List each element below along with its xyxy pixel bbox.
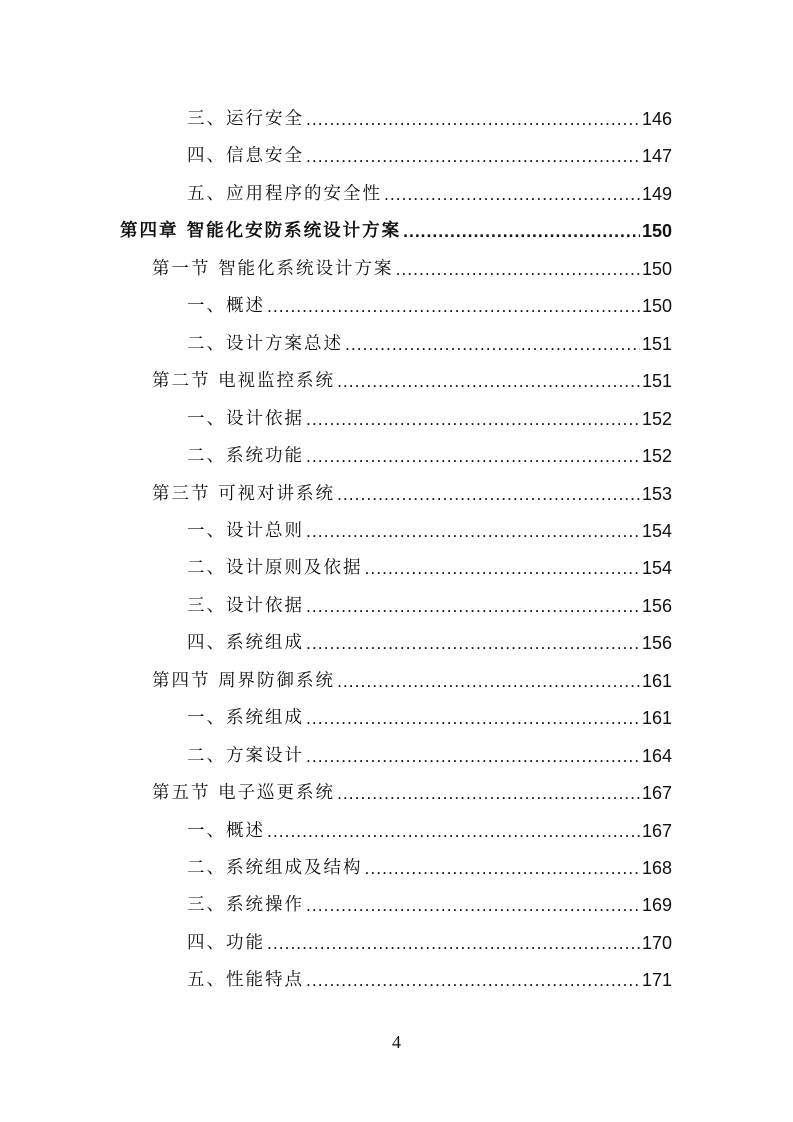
toc-entry-title: 四、功能 xyxy=(187,932,265,953)
toc-entry-title: 二、系统功能 xyxy=(187,446,304,467)
toc-entry-title: 四、系统组成 xyxy=(187,633,304,654)
toc-subsection-entry[interactable] xyxy=(187,292,672,320)
toc-entry-page: 153 xyxy=(641,483,672,504)
toc-chapter-entry[interactable] xyxy=(120,217,672,245)
toc-subsection-entry[interactable] xyxy=(187,405,672,433)
toc-section-entry[interactable] xyxy=(152,667,672,695)
toc-subsection-entry[interactable] xyxy=(187,854,672,882)
dot-leader xyxy=(306,742,640,770)
toc-entry-title: 第四章 智能化安防系统设计方案 xyxy=(120,221,402,242)
toc-subsection-entry[interactable] xyxy=(187,966,672,994)
toc-entry-title: 第二节 电视监控系统 xyxy=(152,371,336,392)
toc-subsection-entry[interactable] xyxy=(187,929,672,957)
dot-leader xyxy=(337,667,640,695)
dot-leader xyxy=(337,779,640,807)
toc-subsection-entry[interactable] xyxy=(187,330,672,358)
toc-subsection-entry[interactable] xyxy=(187,180,672,208)
toc-entry-page: 152 xyxy=(641,408,672,429)
toc-subsection-entry[interactable] xyxy=(187,142,672,170)
toc-entry-title: 三、运行安全 xyxy=(187,109,304,129)
toc-entry-title: 第五节 电子巡更系统 xyxy=(152,783,336,804)
toc-entry-title: 一、设计总则 xyxy=(187,520,304,541)
toc-entry-page: 156 xyxy=(641,595,672,616)
toc-entry-title: 二、方案设计 xyxy=(187,745,304,766)
toc-entry-page: 151 xyxy=(641,371,672,392)
toc-entry-title: 三、系统操作 xyxy=(187,895,304,916)
toc-entry-page: 169 xyxy=(641,895,672,916)
toc-subsection-entry[interactable] xyxy=(187,817,672,845)
toc-entry-page: 150 xyxy=(641,258,672,279)
toc-subsection-entry[interactable] xyxy=(187,592,672,620)
dot-leader xyxy=(365,554,640,582)
toc-entry-page: 161 xyxy=(641,670,672,691)
toc-section-entry[interactable] xyxy=(152,255,672,283)
dot-leader xyxy=(403,217,640,245)
toc-entry-page: 152 xyxy=(641,446,672,467)
toc-entry-title: 二、设计原则及依据 xyxy=(187,558,363,579)
toc-entry-title: 五、应用程序的安全性 xyxy=(187,183,382,204)
toc-entry-page: 150 xyxy=(641,221,672,242)
toc-entry-page: 150 xyxy=(641,296,672,317)
toc-entry-title: 一、系统组成 xyxy=(187,708,304,729)
dot-leader xyxy=(306,442,640,470)
toc-section-entry[interactable] xyxy=(152,367,672,395)
dot-leader xyxy=(337,367,640,395)
dot-leader xyxy=(306,629,640,657)
toc-entry-title: 一、概述 xyxy=(187,820,265,841)
toc-entry-title: 第四节 周界防御系统 xyxy=(152,670,336,691)
toc-entry-title: 第一节 智能化系统设计方案 xyxy=(152,258,394,279)
toc-subsection-entry[interactable] xyxy=(187,629,672,657)
toc-entry-page: 168 xyxy=(641,858,672,878)
toc-entry-page: 161 xyxy=(641,708,672,729)
toc-section-entry[interactable] xyxy=(152,779,672,807)
toc-entry-title: 三、设计依据 xyxy=(187,595,304,616)
dot-leader xyxy=(396,255,640,283)
toc-subsection-entry[interactable] xyxy=(187,742,672,770)
toc-entry-title: 一、设计依据 xyxy=(187,408,304,429)
toc-section-entry[interactable] xyxy=(152,480,672,508)
toc-entry-page: 151 xyxy=(641,333,672,354)
toc-subsection-entry[interactable] xyxy=(187,517,672,545)
dot-leader xyxy=(306,704,640,732)
dot-leader xyxy=(306,592,640,620)
dot-leader xyxy=(267,817,640,845)
toc-entry-page: 156 xyxy=(641,633,672,654)
toc-entry-page: 167 xyxy=(641,783,672,804)
toc-entry-page: 147 xyxy=(641,146,672,167)
toc-entry-page: 154 xyxy=(641,558,672,579)
dot-leader xyxy=(384,180,640,208)
toc-entry-page: 164 xyxy=(641,745,672,766)
dot-leader xyxy=(306,405,640,433)
dot-leader xyxy=(306,105,640,133)
toc-entry-title: 二、设计方案总述 xyxy=(187,333,343,354)
toc-subsection-entry[interactable] xyxy=(187,442,672,470)
toc-entry-title: 第三节 可视对讲系统 xyxy=(152,483,336,504)
toc-subsection-entry[interactable] xyxy=(187,554,672,582)
dot-leader xyxy=(306,517,640,545)
dot-leader xyxy=(365,854,640,882)
toc-subsection-entry[interactable] xyxy=(187,105,672,133)
toc-subsection-entry[interactable] xyxy=(187,704,672,732)
dot-leader xyxy=(267,292,640,320)
toc-entry-title: 四、信息安全 xyxy=(187,146,304,167)
page-number: 4 xyxy=(392,1032,401,1052)
toc-entry-page: 167 xyxy=(641,820,672,841)
dot-leader xyxy=(306,891,640,919)
dot-leader xyxy=(267,929,640,957)
toc-entry-page: 171 xyxy=(641,970,672,991)
dot-leader xyxy=(306,142,640,170)
toc-entry-page: 149 xyxy=(641,183,672,204)
toc-entry-page: 170 xyxy=(641,932,672,953)
toc-entry-page: 146 xyxy=(641,109,672,129)
dot-leader xyxy=(337,480,640,508)
dot-leader xyxy=(306,966,640,994)
toc-entry-page: 154 xyxy=(641,520,672,541)
toc-subsection-entry[interactable] xyxy=(187,891,672,919)
toc-entry-title: 一、概述 xyxy=(187,296,265,317)
dot-leader xyxy=(345,330,640,358)
toc-entry-title: 五、性能特点 xyxy=(187,970,304,991)
toc-entry-title: 二、系统组成及结构 xyxy=(187,858,363,878)
